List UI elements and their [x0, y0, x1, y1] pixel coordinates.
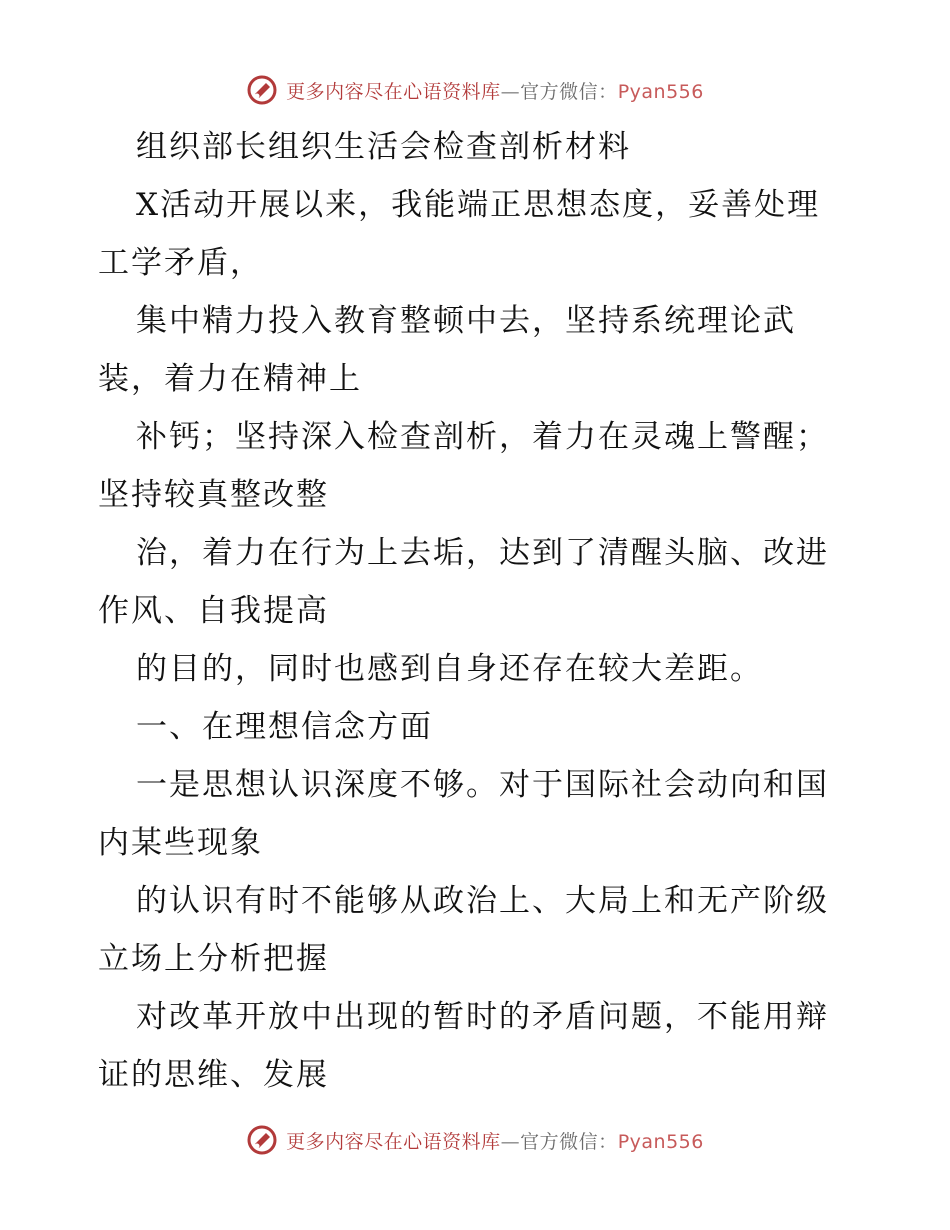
text-line: 立场上分析把握 — [98, 941, 329, 977]
text-line: 一是思想认识深度不够。对于国际社会动向和国 — [136, 767, 829, 803]
text-line: 内某些现象 — [98, 825, 263, 861]
section-heading: 一、在理想信念方面 — [136, 709, 433, 745]
brand-logo-icon — [246, 1124, 278, 1156]
text-line: 工学矛盾， — [98, 245, 263, 281]
document-body — [98, 118, 858, 1104]
header-banner-wechat-id: Pyan556 — [617, 80, 704, 103]
header-banner — [0, 70, 950, 110]
text-line: X活动开展以来，我能端正思想态度，妥善处理 — [136, 187, 821, 223]
footer-banner-wechat-label: 官方微信： — [520, 1130, 618, 1153]
text-line: 集中精力投入教育整顿中去，坚持系统理论武 — [136, 303, 796, 339]
text-line: 治，着力在行为上去垢，达到了清醒头脑、改进 — [136, 535, 829, 571]
header-banner-text — [286, 77, 704, 104]
header-banner-main: 更多内容尽在心语资料库 — [286, 80, 501, 103]
text-line: 装，着力在精神上 — [98, 361, 362, 397]
footer-banner-separator: — — [500, 1130, 521, 1153]
document-title: 组织部长组织生活会检查剖析材料 — [136, 129, 631, 165]
footer-banner-text — [286, 1127, 704, 1154]
text-line: 的认识有时不能够从政治上、大局上和无产阶级 — [136, 883, 829, 919]
footer-banner — [0, 1120, 950, 1160]
footer-banner-main: 更多内容尽在心语资料库 — [286, 1130, 501, 1153]
text-line: 的目的，同时也感到自身还存在较大差距。 — [136, 651, 763, 687]
header-banner-separator: — — [500, 80, 521, 103]
text-line: 补钙；坚持深入检查剖析，着力在灵魂上警醒； — [136, 419, 829, 455]
brand-logo-icon — [246, 74, 278, 106]
header-banner-wechat-label: 官方微信： — [520, 80, 618, 103]
text-line: 对改革开放中出现的暂时的矛盾问题，不能用辩 — [136, 999, 829, 1035]
text-line: 证的思维、发展 — [98, 1057, 329, 1093]
footer-banner-wechat-id: Pyan556 — [617, 1130, 704, 1153]
text-line: 坚持较真整改整 — [98, 477, 329, 513]
text-line: 作风、自我提高 — [98, 593, 329, 629]
